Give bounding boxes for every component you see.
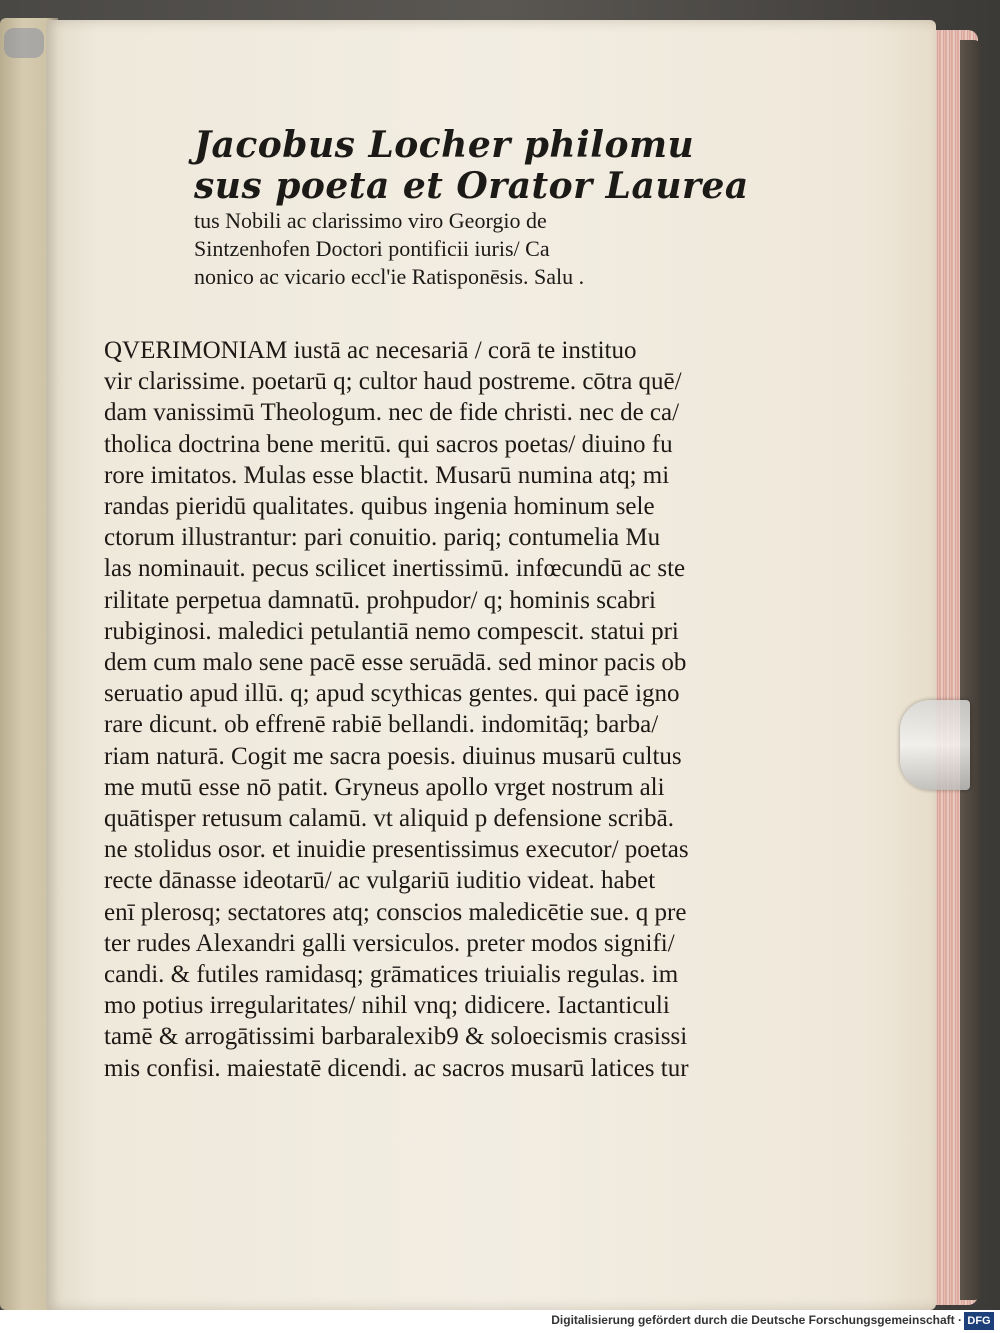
text-line: randas pieridū qualitates. quibus ingenia hominum sele xyxy=(104,493,655,521)
text-line: rilitate perpetua damnatū. prohpudor/ q; hominis scabri xyxy=(104,586,656,614)
text-line: riam naturā. Cogit me sacra poesis. diuinus musarū cultus xyxy=(104,742,682,770)
text-line: ctorum illustrantur: pari conuitio. pariq; contumelia Mu xyxy=(104,524,661,552)
heading-line-1: Jacobus Locher philomu xyxy=(194,124,695,166)
text-line: recte dānasse ideotarū/ ac vulgariū iuditio videat. habet xyxy=(104,867,656,895)
text-line: quātisper retusum calamū. vt aliquid p defensione scribā. xyxy=(104,805,674,833)
text-line: enī plerosq; sectatores atq; conscios maledicētie sue. q pre xyxy=(104,898,687,926)
blue-stain xyxy=(4,28,44,58)
text-line: mo potius irregularitates/ nihil vnq; didicere. Iactanticuli xyxy=(104,992,670,1020)
dfg-logo: DFG xyxy=(964,1312,994,1330)
text-line: rore imitatos. Mulas esse blactit. Musarū numina atq; mi xyxy=(104,461,670,489)
heading-line-2: sus poeta et Orator Laurea xyxy=(194,165,749,207)
heading-line-4: Sintzenhofen Doctori pontificii iuris/ Ca xyxy=(194,236,550,261)
text-line: me mutū esse nō patit. Gryneus apollo vrget nostrum ali xyxy=(104,773,665,801)
text-line: dam vanissimū Theologum. nec de fide christi. nec de ca/ xyxy=(104,399,680,427)
text-line: QVERIMONIAM iustā ac necesariā / corā te instituo xyxy=(104,337,637,364)
text-line: candi. & futiles ramidasq; grāmatices triuialis regulas. im xyxy=(104,961,679,989)
footer-credit: Digitalisierung gefördert durch die Deutsche Forschungsgemeinschaft · xyxy=(551,1313,962,1327)
heading xyxy=(194,125,754,291)
footer-bar xyxy=(0,1310,1000,1333)
text-line: tamē & arrogātissimi barbaralexib9 & soloecismis crasissi xyxy=(104,1023,688,1051)
text-line: vir clarissime. poetarū q; cultor haud postreme. cōtra quē/ xyxy=(104,368,682,396)
text-line: rare dicunt. ob effrenē rabiē bellandi. indomitāq; barba/ xyxy=(104,711,659,739)
text-line: tholica doctrina bene meritū. qui sacros poetas/ diuino fu xyxy=(104,430,673,458)
text-line: dem cum malo sene pacē esse seruādā. sed minor pacis ob xyxy=(104,649,687,677)
text-line: rubiginosi. maledici petulantiā nemo compescit. statui pri xyxy=(104,617,679,645)
text-line: seruatio apud illū. q; apud scythicas gentes. qui pacē igno xyxy=(104,680,680,708)
heading-line-3: tus Nobili ac clarissimo viro Georgio de xyxy=(194,208,547,233)
binding-edge xyxy=(960,40,982,1300)
body-text xyxy=(104,335,784,1084)
text-line: ne stolidus osor. et inuidie presentissimus executor/ poetas xyxy=(104,836,689,864)
text-line: mis confisi. maiestatē dicendi. ac sacros musarū latices tur xyxy=(104,1054,689,1082)
heading-line-5: nonico ac vicario eccl'ie Ratisponēsis. Salu . xyxy=(194,264,585,289)
page-clip xyxy=(900,700,970,790)
text-line: ter rudes Alexandri galli versiculos. preter modos signifi/ xyxy=(104,929,675,957)
text-line: las nominauit. pecus scilicet inertissimū. infœcundū ac ste xyxy=(104,555,686,583)
